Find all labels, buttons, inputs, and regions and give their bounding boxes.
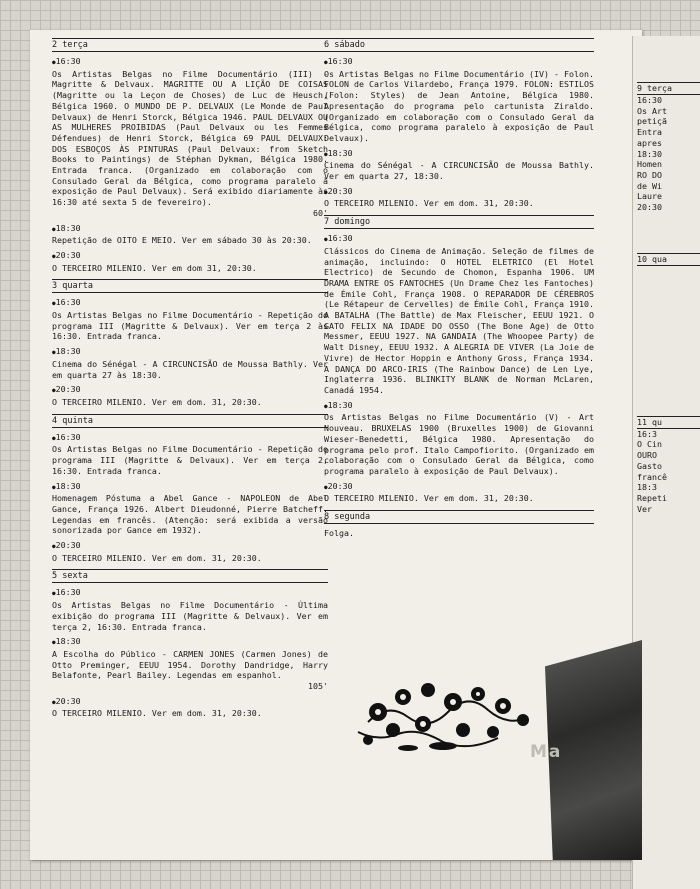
program-entry [52, 636, 328, 692]
program-entry [52, 587, 328, 632]
day-heading: 2 terça [52, 38, 328, 52]
entry-time: ● 20:30 [324, 186, 594, 199]
day-heading: 7 domingo [324, 215, 594, 229]
np-line: 16:3 [637, 428, 657, 439]
program-entry [52, 481, 328, 537]
entry-description: Os Artistas Belgas no Filme Documentário (V) - Art Nouveau. BRUXELAS 1900 (Bruxelles 1900) de Giovanni Wieser-Benedetti, Bélgica 1980. Apresentação do programa pelo prof. Italo Campofiorito. (Organizado em colaboração com o Consulado Geral da Bélgica, como programa paralelo à exposição de Paul Delvaux). [324, 412, 594, 476]
program-entry [324, 56, 594, 144]
np-line: francê [637, 471, 667, 482]
entry-duration: 105' [308, 681, 328, 692]
middle-column [324, 38, 594, 539]
entry-time: ● 16:30 [52, 432, 328, 445]
entry-time: ● 20:30 [52, 384, 328, 397]
entry-description: Cinema do Sénégal - A CIRCUNCISÃO de Moussa Bathly. Ver em quarta 27, 18:30. [324, 160, 594, 182]
entry-time: ● 18:30 [324, 400, 594, 413]
next-page-text [637, 74, 700, 514]
entry-description: O TERCEIRO MILENIO. Ver em dom. 31, 20:30. [52, 396, 262, 407]
np-line: apres [637, 137, 662, 148]
entry-description: Os Artistas Belgas no Filme Documentário (IV) - Folon. FOLON de Carlos Vilardebo, França 1979. FOLON: ESTILOS (Folon: Styles) de Jean Antoine, Bélgica 1980. Apresentação do programa pelo cartunista Ziraldo. (Organizado em colaboração com o Consulado Geral da Bélgica, como programa paralelo à exposição de Paul Delvaux). [324, 68, 594, 143]
entry-description: Os Artistas Belgas no Filme Documentário - Repetição do programa III (Magritte & Delvaux). Ver em terça 2, 16:30. Entrada franca. [52, 444, 328, 476]
entry-time: ● 16:30 [52, 56, 328, 69]
program-entry [52, 432, 328, 477]
np-line: OURO [637, 450, 657, 461]
np-line: Ver [637, 503, 652, 514]
np-day: 9 terça [637, 82, 700, 95]
entry-description: Folga. [324, 528, 354, 539]
np-line: Gasto [637, 460, 662, 471]
program-entry [324, 481, 594, 504]
entry-time: ● 16:30 [324, 56, 594, 69]
entry-description: Cinema do Sénégal - A CIRCUNCISÃO de Moussa Bathly. Ver em quarta 27 às 18:30. [52, 358, 328, 380]
entry-time: ● 20:30 [52, 696, 328, 709]
entry-description: O TERCEIRO MILENIO. Ver em dom. 31, 20:30. [52, 552, 262, 563]
day-heading: 3 quarta [52, 279, 328, 293]
program-entry [52, 346, 328, 380]
np-line: 18:3 [637, 482, 657, 493]
day-heading: 6 sábado [324, 38, 594, 52]
entry-description: Os Artistas Belgas no Filme Documentário - Última exibição do programa III (Magritte & Delvaux). Ver em terça 2, 16:30. Entrada franca. [52, 600, 328, 632]
next-page-edge [632, 36, 700, 889]
entry-description: O TERCEIRO MILENIO. Ver em dom 31, 20:30. [52, 262, 257, 273]
entry-description: Os Artistas Belgas no Filme Documentário (III) - Magritte & Delvaux. MAGRITTE OU A LIÇÃO DE COISAS (Magritte ou la Leçon de Choses) de Luc de Heusch, Bélgica 1960. O MUNDO DE P. DELVAUX (Le Monde de Paul Delvaux) de Henri Storck, Bélgica 1946. PAUL DELVAUX OU AS MULHERES PROIBIDAS (Paul Delvaux ou les Femmes Défendues) de Henri Storck, Bélgica 69 PAUL DELVAUX: DOS ESBOÇOS ÀS PINTURAS (Paul Delvaux: from Sketch Books to Paintings) de Stéphan Dykman, Bélgica 1980. Entrada franca. (Organizado em colaboração com o Consulado Geral da Bélgica, como programa paralelo à exposição de Paul Delvaux). Será exibido diariamente às 16:30 até sexta 5 de fevereiro). [52, 68, 328, 208]
entry-time: ● 18:30 [52, 223, 328, 236]
entry-description: Homenagem Póstuma a Abel Gance - NAPOLEON de Abel Gance, França 1926. Albert Dieudonné, Pierre Batcheff. Legendas em francês. (Atenção: será exibida a versão sonorizada por Gance em 1932). [52, 493, 328, 536]
entry-description: O TERCEIRO MILENIO. Ver em dom. 31, 20:30. [52, 708, 262, 719]
entry-time: ● 18:30 [324, 148, 594, 161]
entry-description: Repetição de OITO E MEIO. Ver em sábado 30 às 20:30. [52, 235, 312, 246]
entry-time: ● 18:30 [52, 481, 328, 494]
entry-time: ● 16:30 [52, 587, 328, 600]
entry-time: ● 18:30 [52, 346, 328, 359]
day-heading: 4 quinta [52, 414, 328, 428]
entry-description: O TERCEIRO MILENIO. Ver em dom. 31, 20:30. [324, 198, 534, 209]
np-line: O Cin [637, 439, 662, 450]
np-day: 11 qu [637, 416, 700, 429]
np-line: petiçã [637, 116, 667, 127]
np-line: 18:30 [637, 148, 662, 159]
program-entry [324, 233, 594, 396]
entry-description: A Escolha do Público - CARMEN JONES (Carmen Jones) de Otto Preminger, EEUU 1954. Dorothy Dandridge, Harry Belafonte, Pearl Bailey. Legendas em espanhol. [52, 648, 328, 681]
entry-time: ● 20:30 [324, 481, 594, 494]
program-entry [52, 223, 328, 246]
np-line: Os Art [637, 105, 667, 116]
entry-time: ● 20:30 [52, 250, 328, 263]
np-line: 16:30 [637, 95, 662, 105]
np-line: Repeti [637, 492, 667, 503]
entry-time: ● 18:30 [52, 636, 328, 649]
entry-description: Clássicos do Cinema de Animação. Seleção de filmes de animação, incluindo: O HOTEL ELETRICO (El Hotel Electrico) de Secundo de Chomon, Espanha 1906. UM DRAMA ENTRE OS FANTOCHES (Un Drame Chez les Fantoches) de Émile Cohl, França 1908. O REPARADOR DE CÉREBROS (Le Rétapeur de Cervelles) de Émile Cohl, França 1910. A BATALHA (The Battle) de Max Fleischer, EEUU 1921. O GATO FELIX NA IDADE DO OSSO (The Bone Age) de Otto Messmer, EEUU 1927. NA GANDAIA (The Whoopee Party) de Walt Disney, EEUU 1932. A ALEGRIA DE VIVER (La Joie de Vivre) de Hector Hoppin e Anthony Gross, França 1934. A DANÇA DO ARCO-IRIS (The Rainbow Dance) de Len Lye, Inglaterra 1936. BLINKITY BLANK de Norman McLaren, Canadá 1954. [324, 245, 594, 395]
np-day: 10 qua [637, 253, 700, 266]
entry-time: ● 20:30 [52, 540, 328, 553]
watermark-text: Ma [530, 742, 563, 762]
day-heading: 8 segunda [324, 510, 594, 524]
entry-description: O TERCEIRO MILENIO. Ver em dom. 31, 20:30. [324, 493, 534, 504]
entry-time: ● 16:30 [324, 233, 594, 246]
program-entry [52, 297, 328, 342]
np-line: de Wi [637, 180, 662, 191]
program-entry [52, 696, 328, 719]
np-line: Entra [637, 127, 662, 138]
program-entry [324, 148, 594, 182]
entry-description: Os Artistas Belgas no Filme Documentário - Repetição do programa III (Magritte & Delvaux). Ver em terça 2 às 16:30. Entrada franca. [52, 310, 328, 342]
program-entry [52, 384, 328, 407]
program-entry [324, 186, 594, 209]
entry-duration: 60' [313, 207, 328, 218]
left-column [52, 38, 328, 719]
np-line: Homen [637, 159, 662, 170]
np-line: RO DO [637, 169, 662, 180]
program-entry [324, 400, 594, 477]
program-entry [52, 540, 328, 563]
program-entry [52, 56, 328, 219]
program-entry [52, 250, 328, 273]
np-line: Laure [637, 191, 662, 202]
np-line: 20:30 [637, 202, 662, 213]
program-entry [324, 528, 594, 539]
entry-time: ● 16:30 [52, 297, 328, 310]
day-heading: 5 sexta [52, 569, 328, 583]
flower-illustration [348, 672, 538, 756]
